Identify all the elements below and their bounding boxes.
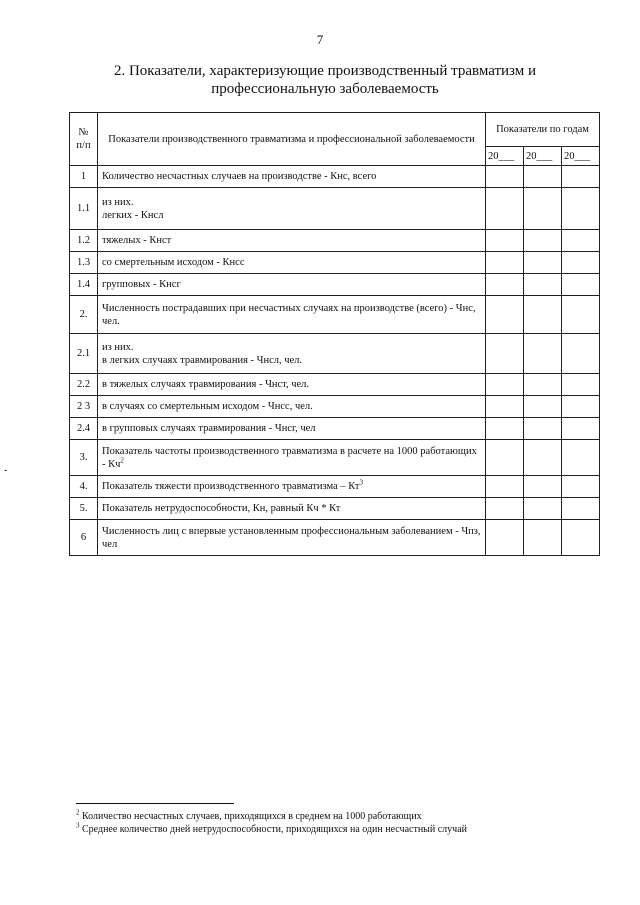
- year-value-cell: [524, 166, 562, 188]
- year-value-cell: [524, 188, 562, 230]
- years-column-header: Показатели по годам: [486, 113, 600, 147]
- year-value-cell: [524, 498, 562, 520]
- year-value-cell: [486, 520, 524, 556]
- year-header: 20___: [562, 147, 600, 166]
- table-row: [70, 252, 600, 274]
- row-number: 3.: [70, 440, 98, 476]
- row-indicator-text: со смертельным исходом - Кнсс: [102, 257, 245, 268]
- row-indicator-text: Показатель тяжести производственного травматизма – Кт: [102, 481, 360, 492]
- table-row: [70, 440, 600, 476]
- table-row: [70, 230, 600, 252]
- table-row: [70, 274, 600, 296]
- table-row: [70, 296, 600, 334]
- year-value-cell: [524, 230, 562, 252]
- row-number: 1.2: [70, 230, 98, 252]
- row-number: 2.4: [70, 418, 98, 440]
- footnote-mark: 2: [76, 808, 80, 817]
- footnote-ref: 2: [120, 456, 124, 464]
- table-header-row: [70, 113, 600, 147]
- row-indicator-text: Численность лиц с впервые установленным профессиональным заболеванием - Чпз, чел: [102, 525, 481, 550]
- row-indicator: [98, 166, 486, 188]
- footnotes: [76, 810, 616, 836]
- year-value-cell: [486, 440, 524, 476]
- row-number: 2 3: [70, 396, 98, 418]
- row-number: 5.: [70, 498, 98, 520]
- table-row: [70, 188, 600, 230]
- footnote-divider: [76, 803, 234, 804]
- table-row: [70, 476, 600, 498]
- row-indicator: [98, 520, 486, 556]
- row-indicator: [98, 440, 486, 476]
- year-value-cell: [486, 396, 524, 418]
- row-indicator-text: Количество несчастных случаев на производстве - Кнс, всего: [102, 171, 377, 182]
- year-value-cell: [562, 334, 600, 374]
- margin-mark: -: [4, 465, 8, 476]
- row-indicator-text: тяжелых - Кнст: [102, 235, 172, 246]
- row-indicator: [98, 296, 486, 334]
- row-indicator: [98, 274, 486, 296]
- row-indicator-text: из них. в легких случаях травмирования - Чнсл, чел.: [102, 341, 303, 366]
- year-value-cell: [562, 230, 600, 252]
- year-value-cell: [486, 418, 524, 440]
- row-indicator: [98, 252, 486, 274]
- row-indicator-text: Показатель частоты производственного травматизма в расчете на 1000 работающих - Кч: [102, 445, 477, 470]
- year-value-cell: [562, 188, 600, 230]
- year-value-cell: [524, 374, 562, 396]
- table-row: [70, 166, 600, 188]
- year-value-cell: [562, 296, 600, 334]
- year-value-cell: [486, 374, 524, 396]
- row-number: 2.: [70, 296, 98, 334]
- indicators-table: [69, 112, 600, 556]
- year-value-cell: [562, 520, 600, 556]
- year-value-cell: [486, 166, 524, 188]
- footnote-ref: 3: [359, 478, 363, 487]
- year-value-cell: [562, 440, 600, 476]
- row-indicator: [98, 374, 486, 396]
- footnote: [76, 810, 616, 823]
- num-column-header: № п/п: [70, 113, 98, 166]
- row-number: 1.4: [70, 274, 98, 296]
- table-row: [70, 418, 600, 440]
- row-number: 1.3: [70, 252, 98, 274]
- row-indicator: [98, 188, 486, 230]
- table-row: [70, 520, 600, 556]
- table-row: [70, 498, 600, 520]
- row-indicator-text: в тяжелых случаях травмирования - Чнст, чел.: [102, 379, 310, 390]
- year-value-cell: [524, 396, 562, 418]
- row-indicator: [98, 230, 486, 252]
- year-value-cell: [486, 296, 524, 334]
- year-value-cell: [524, 476, 562, 498]
- row-indicator: [98, 418, 486, 440]
- year-header: 20___: [524, 147, 562, 166]
- footnote-mark: 3: [76, 821, 80, 830]
- table-row: [70, 374, 600, 396]
- row-indicator: [98, 498, 486, 520]
- year-value-cell: [562, 274, 600, 296]
- row-number: 6: [70, 520, 98, 556]
- year-value-cell: [486, 476, 524, 498]
- footnote-text: Среднее количество дней нетрудоспособности, приходящихся на один несчастный случай: [82, 824, 467, 835]
- year-value-cell: [524, 252, 562, 274]
- footnote: [76, 823, 616, 836]
- row-number: 1: [70, 166, 98, 188]
- year-value-cell: [524, 520, 562, 556]
- year-value-cell: [562, 252, 600, 274]
- year-value-cell: [524, 418, 562, 440]
- section-title: 2. Показатели, характеризующие производственный травматизм и профессиональную заболеваемость: [113, 63, 537, 97]
- row-number: 1.1: [70, 188, 98, 230]
- row-indicator-text: из них. легких - Кнсл: [102, 196, 164, 221]
- year-value-cell: [486, 252, 524, 274]
- row-indicator-text: Показатель нетрудоспособности, Кн, равный Кч * Кт: [102, 503, 341, 514]
- page-number: 7: [316, 32, 324, 47]
- row-indicator: [98, 476, 486, 498]
- name-column-header: Показатели производственного травматизма и профессиональной заболеваемости: [98, 113, 486, 166]
- footnote-text: Количество несчастных случаев, приходящихся в среднем на 1000 работающих: [82, 811, 422, 822]
- year-value-cell: [486, 334, 524, 374]
- row-indicator-text: групповых - Кнсг: [102, 279, 181, 290]
- table-row: [70, 396, 600, 418]
- row-indicator-text: в групповых случаях травмирования - Чнсг, чел: [102, 423, 316, 434]
- year-value-cell: [524, 440, 562, 476]
- year-value-cell: [524, 274, 562, 296]
- year-value-cell: [524, 334, 562, 374]
- year-value-cell: [524, 296, 562, 334]
- row-number: 2.1: [70, 334, 98, 374]
- year-value-cell: [486, 274, 524, 296]
- year-value-cell: [562, 498, 600, 520]
- year-value-cell: [562, 374, 600, 396]
- row-number: 2.2: [70, 374, 98, 396]
- row-indicator: [98, 334, 486, 374]
- row-indicator-text: в случаях со смертельным исходом - Чнсс, чел.: [102, 401, 313, 412]
- year-value-cell: [486, 188, 524, 230]
- row-indicator: [98, 396, 486, 418]
- year-value-cell: [562, 396, 600, 418]
- table-body: [70, 166, 600, 556]
- year-value-cell: [486, 230, 524, 252]
- table-row: [70, 334, 600, 374]
- year-value-cell: [562, 418, 600, 440]
- row-number: 4.: [70, 476, 98, 498]
- year-value-cell: [562, 166, 600, 188]
- year-value-cell: [486, 498, 524, 520]
- row-indicator-text: Численность пострадавших при несчастных случаях на производстве (всего) - Чнс, чел.: [102, 302, 476, 327]
- year-header: 20___: [486, 147, 524, 166]
- year-value-cell: [562, 476, 600, 498]
